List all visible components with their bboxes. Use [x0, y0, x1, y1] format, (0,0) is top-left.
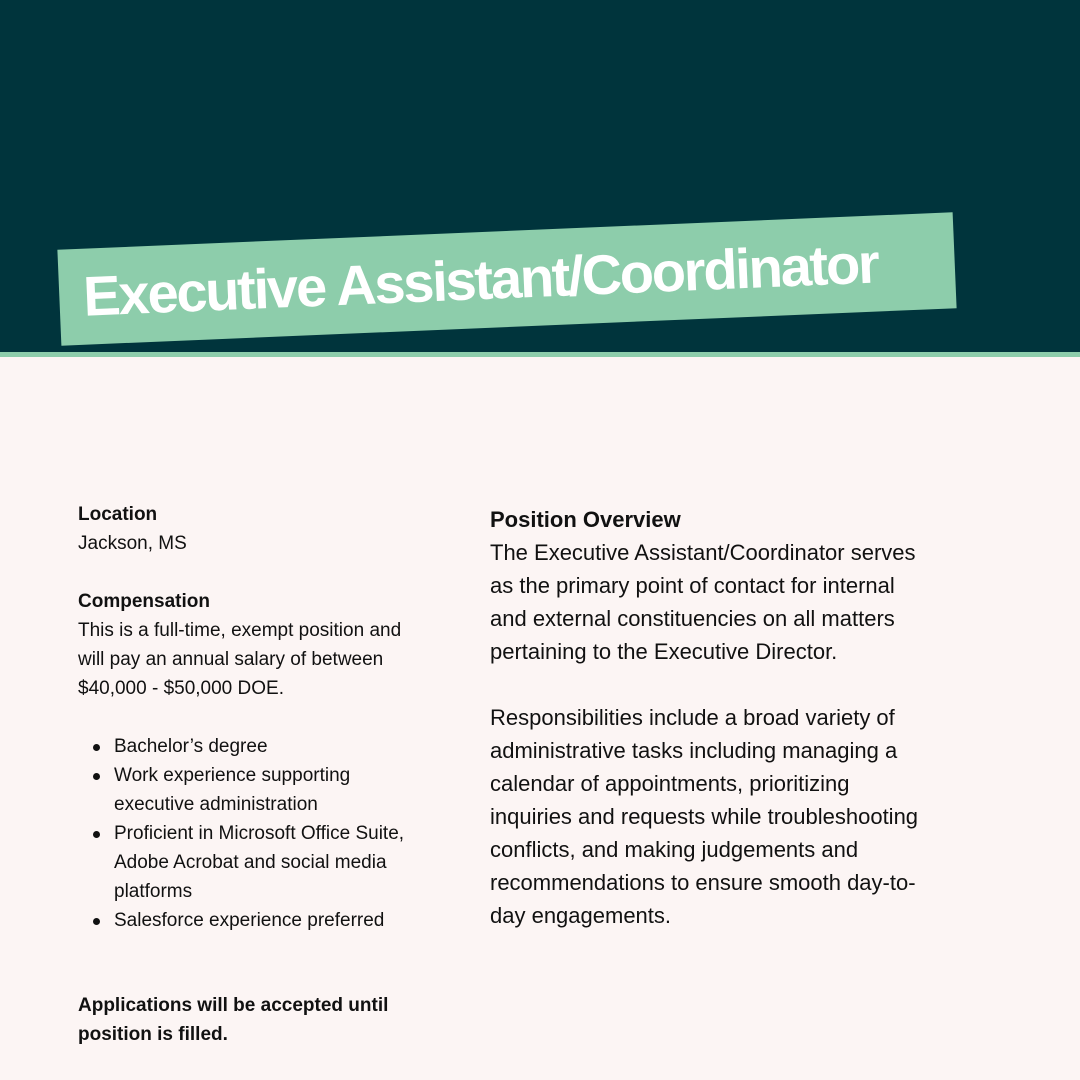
position-overview-column — [490, 503, 990, 932]
overview-line: pertaining to the Executive Director. — [490, 639, 838, 664]
page-title: Executive Assistant/Coordinator — [82, 231, 879, 328]
requirement-item — [114, 732, 458, 761]
location-label: Location — [78, 504, 158, 525]
bullet-icon — [93, 744, 100, 751]
overview-heading: Position Overview — [490, 507, 681, 532]
requirement-item — [114, 906, 458, 935]
compensation-line: This is a full-time, exempt position and — [78, 620, 402, 641]
overview-paragraph-2 — [490, 701, 980, 932]
bullet-icon — [93, 773, 100, 780]
requirement-item — [114, 761, 458, 819]
job-details-column — [78, 500, 458, 935]
compensation-text — [78, 616, 458, 703]
overview-line: recommendations to ensure smooth day-to- — [490, 870, 916, 895]
requirement-line: Bachelor’s degree — [114, 736, 268, 757]
compensation-line: will pay an annual salary of between — [78, 649, 384, 670]
requirements-list — [78, 732, 458, 935]
requirement-item — [114, 819, 458, 906]
compensation-line: $40,000 - $50,000 DOE. — [78, 678, 284, 699]
closing-note — [78, 991, 478, 1049]
overview-line: The Executive Assistant/Coordinator serves — [490, 540, 916, 565]
requirement-line: Proficient in Microsoft Office Suite, — [114, 823, 405, 844]
bullet-icon — [93, 918, 100, 925]
overview-line: calendar of appointments, prioritizing — [490, 771, 850, 796]
closing-line: Applications will be accepted until — [78, 995, 389, 1016]
compensation-label: Compensation — [78, 591, 210, 612]
spacer — [78, 558, 458, 587]
overview-line: and external constituencies on all matters — [490, 606, 895, 631]
requirement-line: Salesforce experience preferred — [114, 910, 385, 931]
overview-line: as the primary point of contact for internal — [490, 573, 895, 598]
requirement-line: Work experience supporting — [114, 765, 351, 786]
requirement-line: Adobe Acrobat and social media — [114, 852, 387, 873]
overview-paragraph-1 — [490, 536, 980, 668]
overview-line: day engagements. — [490, 903, 672, 928]
header-divider — [0, 352, 1080, 357]
requirement-line: platforms — [114, 881, 193, 902]
location-value: Jackson, MS — [78, 533, 187, 554]
bullet-icon — [93, 831, 100, 838]
closing-line: position is filled. — [78, 1024, 228, 1045]
overview-line: inquiries and requests while troubleshooting — [490, 804, 919, 829]
overview-line: Responsibilities include a broad variety of — [490, 705, 895, 730]
spacer — [490, 668, 990, 701]
overview-line: administrative tasks including managing a — [490, 738, 898, 763]
requirement-line: executive administration — [114, 794, 318, 815]
overview-line: conflicts, and making judgements and — [490, 837, 859, 862]
